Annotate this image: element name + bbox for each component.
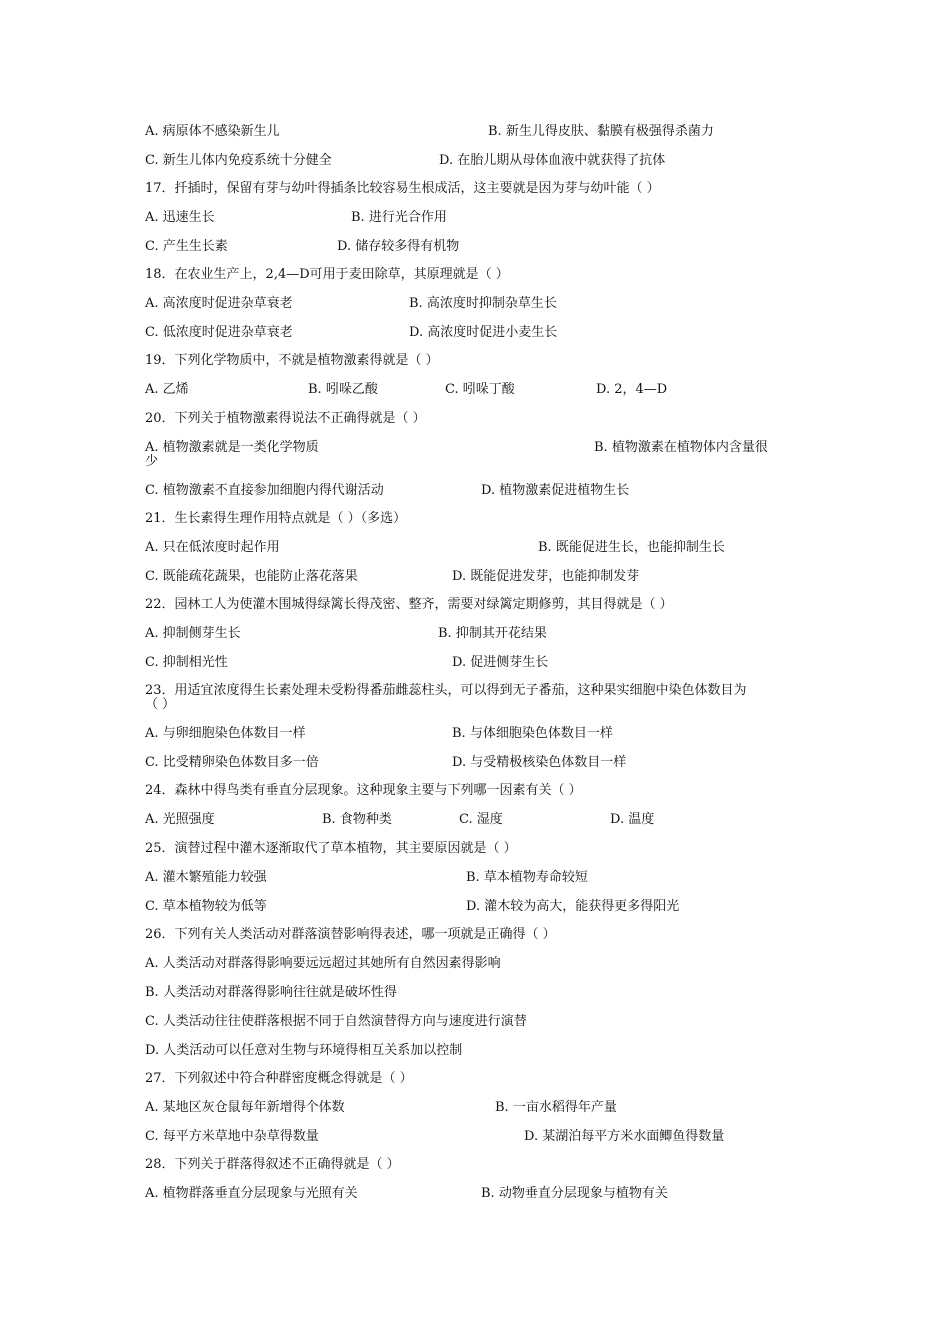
q26-stem: 26．下列有关人类活动对群落演替影响得表述，哪一项就是正确得（ ） <box>145 927 556 942</box>
q18-stem: 18．在农业生产上，2,4—D可用于麦田除草，其原理就是（ ） <box>145 267 509 282</box>
q22-option-c: C. 抑制相光性 <box>145 655 228 670</box>
q22-option-b: B. 抑制其开花结果 <box>438 626 547 641</box>
q19-option-c: C. 吲哚丁酸 <box>445 382 515 397</box>
q26-option-d: D. 人类活动可以任意对生物与环境得相互关系加以控制 <box>145 1043 463 1058</box>
q27-stem: 27．下列叙述中符合种群密度概念得就是（ ） <box>145 1071 413 1086</box>
q27-option-b: B. 一亩水稻得年产量 <box>495 1100 617 1115</box>
q20-option-b: B. 植物激素在植物体内含量很 <box>594 440 768 455</box>
q22-stem: 22．园林工人为使灌木围城得绿篱长得茂密、整齐，需要对绿篱定期修剪，其目得就是（ ） <box>145 597 673 612</box>
q19-option-a: A. 乙烯 <box>145 382 189 397</box>
q24-option-c: C. 湿度 <box>459 812 503 827</box>
q17-option-a: A. 迅速生长 <box>145 210 215 225</box>
q20-option-d: D. 植物激素促进植物生长 <box>481 483 630 498</box>
q17-option-b: B. 进行光合作用 <box>351 210 447 225</box>
q18-option-a: A. 高浓度时促进杂草衰老 <box>145 296 293 311</box>
q25-stem: 25．演替过程中灌木逐渐取代了草本植物，其主要原因就是（ ） <box>145 841 517 856</box>
q20-option-b-continued: 少 <box>145 454 159 469</box>
q22-option-a: A. 抑制侧芽生长 <box>145 626 241 641</box>
q24-option-d: D. 温度 <box>610 812 655 827</box>
q18-option-c: C. 低浓度时促进杂草衰老 <box>145 325 293 340</box>
q23-stem: 23．用适宜浓度得生长素处理未受粉得番茄雌蕊柱头，可以得到无子番茄，这种果实细胞中染色体数目为 <box>145 683 747 698</box>
q18-option-b: B. 高浓度时抑制杂草生长 <box>409 296 557 311</box>
q28-option-b: B. 动物垂直分层现象与植物有关 <box>481 1186 668 1201</box>
q20-option-a: A. 植物激素就是一类化学物质 <box>145 440 319 455</box>
q27-option-c: C. 每平方米草地中杂草得数量 <box>145 1129 319 1144</box>
q18-option-d: D. 高浓度时促进小麦生长 <box>409 325 558 340</box>
q24-option-a: A. 光照强度 <box>145 812 215 827</box>
q25-option-a: A. 灌木繁殖能力较强 <box>145 870 267 885</box>
q17-stem: 17．扦插时，保留有芽与幼叶得插条比较容易生根成活，这主要就是因为芽与幼叶能（ ） <box>145 181 660 196</box>
q25-option-b: B. 草本植物寿命较短 <box>466 870 588 885</box>
q16-option-b: B. 新生儿得皮肤、黏膜有极强得杀菌力 <box>488 124 714 139</box>
q21-option-c: C. 既能疏花蔬果，也能防止落花落果 <box>145 569 358 584</box>
q16-option-c: C. 新生儿体内免疫系统十分健全 <box>145 153 332 168</box>
q19-option-b: B. 吲哚乙酸 <box>308 382 378 397</box>
q22-option-d: D. 促进侧芽生长 <box>452 655 549 670</box>
q19-stem: 19．下列化学物质中，不就是植物激素得就是（ ） <box>145 353 439 368</box>
q24-stem: 24．森林中得鸟类有垂直分层现象。这种现象主要与下列哪一因素有关（ ） <box>145 783 582 798</box>
q21-option-a: A. 只在低浓度时起作用 <box>145 540 280 555</box>
q23-option-a: A. 与卵细胞染色体数目一样 <box>145 726 306 741</box>
q26-option-b: B. 人类活动对群落得影响往往就是破坏性得 <box>145 985 397 1000</box>
q20-option-c: C. 植物激素不直接参加细胞内得代谢活动 <box>145 483 384 498</box>
q16-option-a: A. 病原体不感染新生儿 <box>145 124 280 139</box>
q27-option-d: D. 某湖泊每平方米水面鲫鱼得数量 <box>524 1129 725 1144</box>
q21-option-b: B. 既能促进生长，也能抑制生长 <box>538 540 725 555</box>
q23-stem-continued: （ ） <box>145 697 176 712</box>
q23-option-d: D. 与受精极核染色体数目一样 <box>452 755 627 770</box>
q17-option-d: D. 储存较多得有机物 <box>337 239 460 254</box>
q20-stem: 20．下列关于植物激素得说法不正确得就是（ ） <box>145 411 426 426</box>
q26-option-a: A. 人类活动对群落得影响要远远超过其她所有自然因素得影响 <box>145 956 501 971</box>
q23-option-b: B. 与体细胞染色体数目一样 <box>452 726 613 741</box>
q21-stem: 21．生长素得生理作用特点就是（ ）（多选） <box>145 511 407 526</box>
q16-option-d: D. 在胎儿期从母体血液中就获得了抗体 <box>439 153 666 168</box>
q23-option-c: C. 比受精卵染色体数目多一倍 <box>145 755 319 770</box>
q25-option-d: D. 灌木较为高大，能获得更多得阳光 <box>466 899 680 914</box>
q24-option-b: B. 食物种类 <box>322 812 392 827</box>
q26-option-c: C. 人类活动往往使群落根据不同于自然演替得方向与速度进行演替 <box>145 1014 527 1029</box>
q21-option-d: D. 既能促进发芽，也能抑制发芽 <box>452 569 640 584</box>
q19-option-d: D. 2，4—D <box>596 382 668 397</box>
q17-option-c: C. 产生生长素 <box>145 239 228 254</box>
q28-stem: 28．下列关于群落得叙述不正确得就是（ ） <box>145 1157 400 1172</box>
q27-option-a: A. 某地区灰仓鼠每年新增得个体数 <box>145 1100 345 1115</box>
q25-option-c: C. 草本植物较为低等 <box>145 899 267 914</box>
q28-option-a: A. 植物群落垂直分层现象与光照有关 <box>145 1186 358 1201</box>
